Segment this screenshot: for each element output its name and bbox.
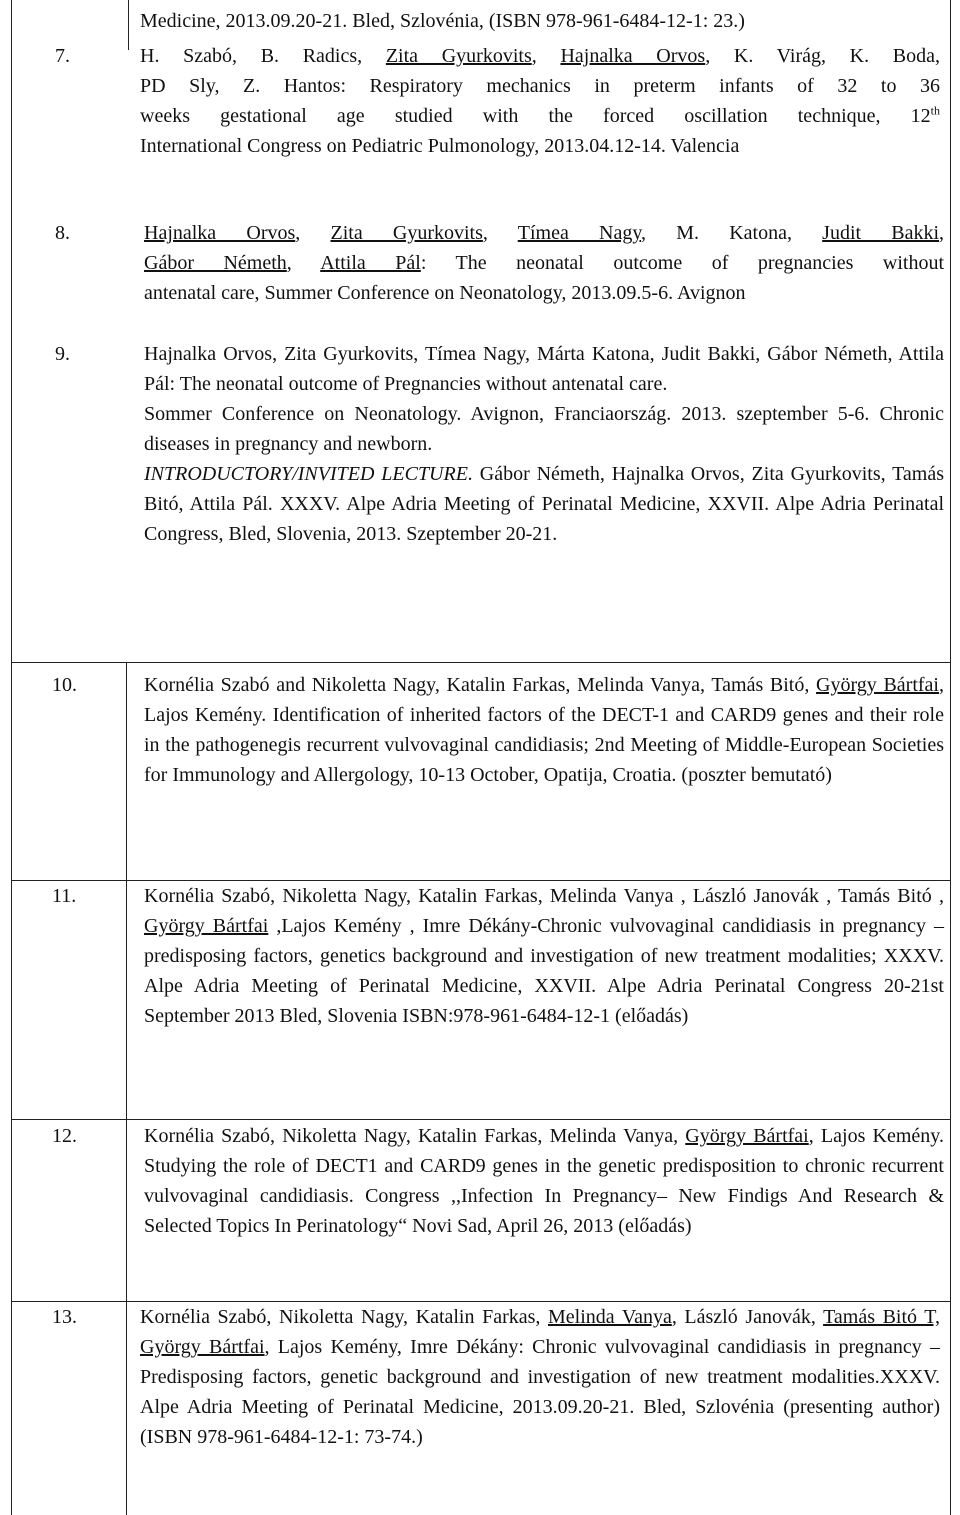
row-divider <box>11 1119 951 1120</box>
entry-text: Kornélia Szabó, Nikoletta Nagy, Katalin Farkas, Melinda Vanya, György Bártfai, Lajos Kemény. Studying the role of DECT1 and CARD9 genes in the genetic predisposition to chronic recurrent vulvovaginal candidiasis. Congress ,,Infection In Pregnancy– New Findigs And Research & Selected Topics In Perinatology“ Novi Sad, April 26, 2013 (előadás) <box>144 1125 945 1237</box>
entry-paragraph: Sommer Conference on Neonatology. Avignon, Franciaország. 2013. szeptember 5-6. Chronic diseases in pregnancy and newborn. <box>144 403 944 455</box>
entry-text: Kornélia Szabó and Nikoletta Nagy, Katalin Farkas, Melinda Vanya, Tamás Bitó, György Bártfai, Lajos Kemény. Identification of inherited factors of the DECT-1 and CARD9 genes and their role in the pathogenegis recurrent vulvovaginal candidiasis; 2nd Meeting of Middle-European Societies for Immunology and Allergology, 10-13 October, Opatija, Croatia. (poszter bemutató) <box>144 674 944 786</box>
entry-text <box>140 41 940 161</box>
entry-number: 7. <box>55 45 70 67</box>
entry-line: Hajnalka Orvos, Zita Gyurkovits, Tímea Nagy, M. Katona, Judit Bakki, <box>144 222 945 244</box>
entry-text: Kornélia Szabó, Nikoletta Nagy, Katalin Farkas, Melinda Vanya, László Janovák, Tamás Bitó T, György Bártfai, Lajos Kemény, Imre Dékány: Chronic vulvovaginal candidiasis in pregnancy – Predisposing factors, genetic background and investigation of new treatment modalities.XXXV. Alpe Adria Meeting of Perinatal Medicine, 2013.09.20-21. Bled, Szlovénia (presenting author) (ISBN 978-961-6484-12-1: 73-74.) <box>140 1306 940 1448</box>
author-link[interactable]: Melinda Vanya <box>547 1306 672 1328</box>
entry-text <box>144 339 944 549</box>
entry-number: 9. <box>55 343 70 365</box>
author-link[interactable]: Attila Pál <box>320 252 421 274</box>
author-link[interactable]: Tamás Bitó T, György Bártfai <box>140 1306 940 1358</box>
author-link[interactable]: Zita Gyurkovits <box>385 45 532 67</box>
entry-number: 12. <box>52 1125 77 1147</box>
table-column-divider <box>126 662 127 1515</box>
table-column-divider <box>128 0 129 50</box>
entry-paragraph: INTRODUCTORY/INVITED LECTURE. Gábor Németh, Hajnalka Orvos, Zita Gyurkovits, Tamás Bitó, Attila Pál. XXXV. Alpe Adria Meeting of Perinatal Medicine, XXVII. Alpe Adria Perinatal Congress, Bled, Slovenia, 2013. Szeptember 20-21. <box>144 463 944 545</box>
author-link[interactable]: Hajnalka Orvos <box>560 45 706 67</box>
author-link[interactable]: György Bártfai <box>816 674 939 696</box>
entry-text: Medicine, 2013.09.20-21. Bled, Szlovénia, (ISBN 978-961-6484-12-1: 23.) <box>140 10 745 32</box>
entry-line: Gábor Németh, Attila Pál: The neonatal outcome of pregnancies without <box>144 252 944 274</box>
entry-text: Kornélia Szabó, Nikoletta Nagy, Katalin Farkas, Melinda Vanya , László Janovák , Tamás Bitó , György Bártfai ,Lajos Kemény , Imre Dékány-Chronic vulvovaginal candidiasis in pregnancy – predisposing factors, genetics background and investigation of new treatment modalities; XXXV. Alpe Adria Meeting of Perinatal Medicine, XXVII. Alpe Adria Perinatal Congress 20-21st September 2013 Bled, Slovenia ISBN:978-961-6484-12-1 (előadás) <box>144 885 944 1027</box>
row-divider <box>11 662 951 663</box>
entry-number: 8. <box>55 222 70 244</box>
entry-line: PD Sly, Z. Hantos: Respiratory mechanics in preterm infants of 32 to 36 <box>140 75 940 97</box>
table-border-left <box>11 0 12 1515</box>
entry-text <box>144 218 944 308</box>
entry-line: International Congress on Pediatric Pulmonology, 2013.04.12-14. Valencia <box>140 135 740 157</box>
entry-line: weeks gestational age studied with the forced oscillation technique, 12th <box>140 103 940 127</box>
entry-line: antenatal care, Summer Conference on Neonatology, 2013.09.5-6. Avignon <box>144 282 746 304</box>
entry-number: 11. <box>52 885 77 907</box>
entry-number: 10. <box>52 674 77 696</box>
author-link[interactable]: Gábor Németh <box>144 252 287 274</box>
entry-number: 13. <box>52 1306 77 1328</box>
entry-line: H. Szabó, B. Radics, Zita Gyurkovits, Hajnalka Orvos, K. Virág, K. Boda, <box>140 45 941 67</box>
author-link[interactable]: Zita Gyurkovits <box>330 222 483 244</box>
author-link[interactable]: Judit Bakki <box>822 222 940 244</box>
author-link[interactable]: Tímea Nagy <box>517 222 642 244</box>
author-link[interactable]: Hajnalka Orvos <box>144 222 296 244</box>
table-border-right <box>950 0 951 1515</box>
entry-paragraph: Hajnalka Orvos, Zita Gyurkovits, Tímea Nagy, Márta Katona, Judit Bakki, Gábor Németh, Attila Pál: The neonatal outcome of Pregnancies without antenatal care. <box>144 343 944 395</box>
lecture-label: INTRODUCTORY/INVITED LECTURE. <box>144 463 473 485</box>
author-link[interactable]: György Bártfai <box>685 1125 809 1147</box>
author-link[interactable]: György Bártfai <box>144 915 269 937</box>
